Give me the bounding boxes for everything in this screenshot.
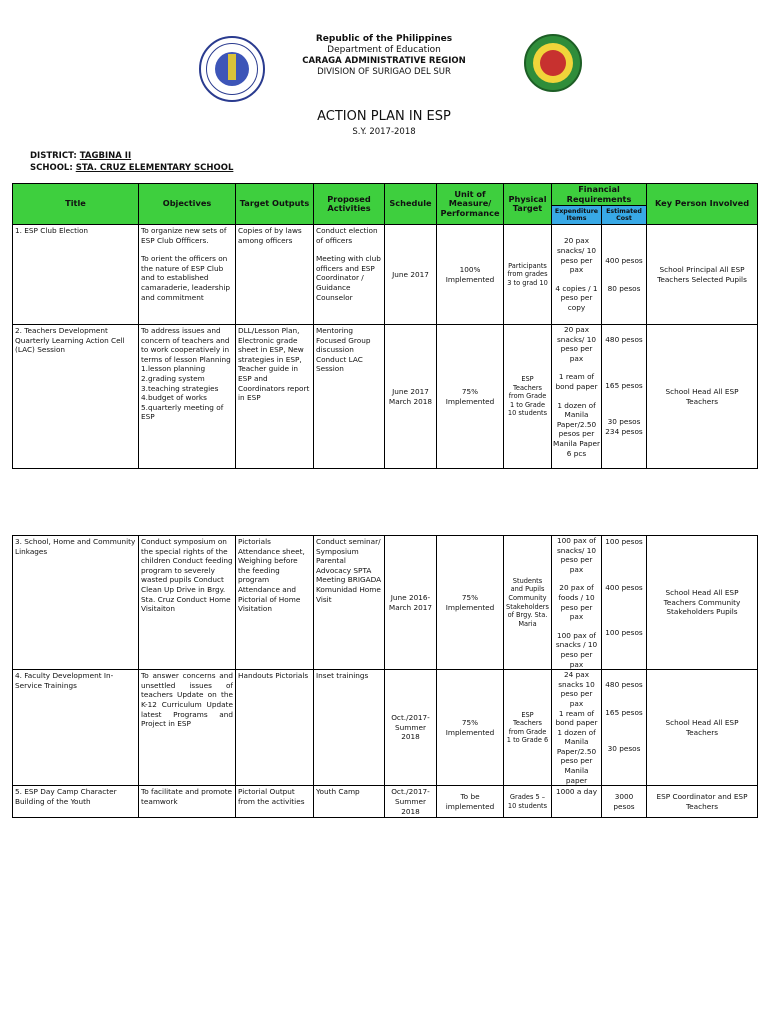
document-title: ACTION PLAN IN ESP <box>317 109 451 124</box>
school-value: STA. CRUZ ELEMENTARY SCHOOL <box>75 163 234 173</box>
row-title: 1. ESP Club Election <box>13 225 139 325</box>
row-key-person: ESP Coordinator and ESP Teachers <box>647 786 758 818</box>
row-title: 5. ESP Day Camp Character Building of the Youth <box>13 786 139 818</box>
table-row <box>13 536 758 670</box>
row-outputs: Handouts Pictorials <box>236 670 314 786</box>
col-title: Title <box>13 184 139 225</box>
table-row <box>13 786 758 818</box>
row-schedule: Oct./2017-Summer 2018 <box>385 670 437 786</box>
row-expenditure: 20 pax snacks/ 10 peso per pax 1 ream of bond paper 1 dozen of Manila Paper/2.50 pesos per Manila Paper 6 pcs <box>552 325 602 469</box>
row-outputs: Pictorial Output from the activities <box>236 786 314 818</box>
row-target: ESP Teachers from Grade 1 to Grade 6 <box>504 670 552 786</box>
action-plan-table-1 <box>12 183 758 469</box>
row-schedule: June 2017 <box>385 225 437 325</box>
district-label: DISTRICT: <box>30 151 77 161</box>
row-title: 4. Faculty Development In-Service Trainings <box>13 670 139 786</box>
row-outputs: Pictorials Attendance sheet, Weighing before the feeding program Attendance and Pictorial of Home Visitation <box>236 536 314 670</box>
row-activities: Mentoring Focused Group discussion Conduct LAC Session <box>314 325 385 469</box>
row-objectives: To address issues and concern of teachers and to work cooperatively in terms of lesson Planning 1.lesson planning 2.grading system 3.teaching strategies 4.budget of works 5.quarterly meeting of ESP <box>139 325 236 469</box>
row-cost: 480 pesos 165 pesos 30 pesos 234 pesos <box>602 325 647 469</box>
table-row <box>13 225 758 325</box>
row-cost: 100 pesos 400 pesos 100 pesos <box>602 536 647 670</box>
row-measure: To be implemented <box>437 786 504 818</box>
action-plan-table-2 <box>12 535 758 818</box>
col-financial: Financial Requirements <box>552 184 647 206</box>
district-line <box>30 151 131 161</box>
row-key-person: School Principal All ESP Teachers Selected Pupils <box>647 225 758 325</box>
district-value: TAGBINA II <box>79 151 132 161</box>
table-row <box>13 670 758 786</box>
row-cost: 3000 pesos <box>602 786 647 818</box>
row-outputs: DLL/Lesson Plan, Electronic grade sheet in ESP, New strategies in ESP, Teacher guide in ESP and Coordinators report in ESP <box>236 325 314 469</box>
col-measure: Unit of Measure/ Performance <box>437 184 504 225</box>
col-objectives: Objectives <box>139 184 236 225</box>
row-activities: Conduct election of officers Meeting with club officers and ESP Coordinator / Guidance Counselor <box>314 225 385 325</box>
row-schedule: Oct./2017-Summer 2018 <box>385 786 437 818</box>
row-cost: 480 pesos 165 pesos 30 pesos <box>602 670 647 786</box>
row-key-person: School Head All ESP Teachers Community Stakeholders Pupils <box>647 536 758 670</box>
row-title: 2. Teachers Development Quarterly Learning Action Cell (LAC) Session <box>13 325 139 469</box>
row-activities: Youth Camp <box>314 786 385 818</box>
row-objectives: Conduct symposium on the special rights of the children Conduct feeding program to severely wasted pupils Conduct Clean Up Drive in Brgy. Sta. Cruz Conduct Home Visitaiton <box>139 536 236 670</box>
row-objectives: To answer concerns and unsettled issues of teachers Update on the K-12 Curriculum Update latest Programs and Project in ESP <box>139 670 236 786</box>
row-key-person: School Head All ESP Teachers <box>647 325 758 469</box>
row-key-person: School Head All ESP Teachers <box>647 670 758 786</box>
letterhead <box>0 34 768 78</box>
row-measure: 100% Implemented <box>437 225 504 325</box>
row-expenditure: 20 pax snacks/ 10 peso per pax 4 copies / 1 peso per copy <box>552 225 602 325</box>
row-measure: 75% Implemented <box>437 536 504 670</box>
col-expenditure: Expenditure Items <box>552 206 602 225</box>
row-expenditure: 24 pax snacks 10 peso per pax 1 ream of bond paper 1 dozen of Manila Paper/2.50 peso per Manila paper <box>552 670 602 786</box>
row-activities: Inset trainings <box>314 670 385 786</box>
row-objectives: To organize new sets of ESP Club Offficers. To orient the officers on the nature of ESP Club and to established camaraderie, leadership and commitment <box>139 225 236 325</box>
col-key-person: Key Person Involved <box>647 184 758 225</box>
col-physical-target: Physical Target <box>504 184 552 225</box>
col-target-outputs: Target Outputs <box>236 184 314 225</box>
row-expenditure: 100 pax of snacks/ 10 peso per pax 20 pax of foods / 10 peso per pax 100 pax of snacks / 10 peso per pax <box>552 536 602 670</box>
row-measure: 75% Implemented <box>437 670 504 786</box>
row-schedule: June 2016-March 2017 <box>385 536 437 670</box>
col-proposed-activities: Proposed Activities <box>314 184 385 225</box>
col-estimated-cost: Estimated Cost <box>602 206 647 225</box>
row-target: Grades 5 – 10 students <box>504 786 552 818</box>
col-schedule: Schedule <box>385 184 437 225</box>
row-activities: Conduct seminar/ Symposium Parental Advocacy SPTA Meeting BRIGADA Komunidad Home Visit <box>314 536 385 670</box>
row-expenditure: 1000 a day <box>552 786 602 818</box>
school-label: SCHOOL: <box>30 163 73 173</box>
republic-line: Republic of the Philippines <box>315 34 453 44</box>
school-year: S.Y. 2017-2018 <box>352 127 416 137</box>
table-row <box>13 325 758 469</box>
row-target: Participants from grades 3 to grad 10 <box>504 225 552 325</box>
row-measure: 75% Implemented <box>437 325 504 469</box>
row-schedule: June 2017 March 2018 <box>385 325 437 469</box>
row-target: ESP Teachers from Grade 1 to Grade 10 students <box>504 325 552 469</box>
row-objectives: To facilitate and promote teamwork <box>139 786 236 818</box>
row-target: Students and Pupils Community Stakeholders of Brgy. Sta. Maria <box>504 536 552 670</box>
department-line: Department of Education <box>327 45 441 55</box>
row-cost: 400 pesos 80 pesos <box>602 225 647 325</box>
row-outputs: Copies of by laws among officers <box>236 225 314 325</box>
school-line <box>30 163 233 173</box>
row-title: 3. School, Home and Community Linkages <box>13 536 139 670</box>
region-line: CARAGA ADMINISTRATIVE REGION <box>302 56 466 66</box>
division-line: DIVISION OF SURIGAO DEL SUR <box>317 67 451 77</box>
